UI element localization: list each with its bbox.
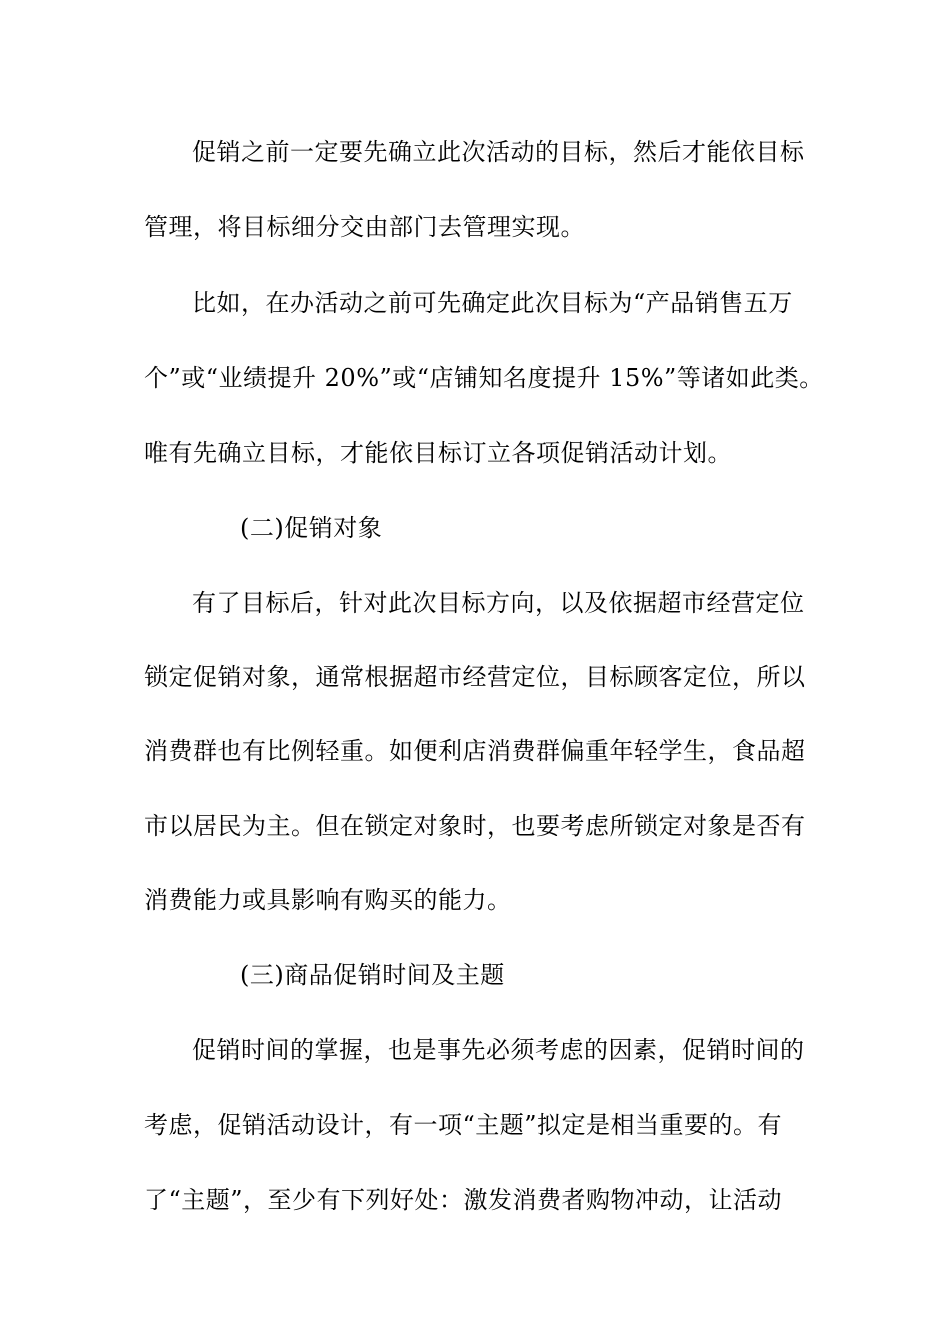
paragraph-line: 消费能力或具影响有购买的能力。 [144,886,512,914]
paragraph-line: 有了目标后，针对此次目标方向，以及依据超市经营定位 [192,589,805,617]
paragraph-line: 管理，将目标细分交由部门去管理实现。 [144,213,585,241]
paragraph-line: 考虑，促销活动设计，有一项“主题”拟定是相当重要的。有 [144,1111,783,1139]
paragraph-line: 了“主题”，至少有下列好处：激发消费者购物冲动，让活动 [144,1186,783,1214]
paragraph-line: 比如，在办活动之前可先确定此次目标为“产品销售五万 [192,289,793,317]
paragraph-line: 消费群也有比例轻重。如便利店消费群偏重年轻学生，食品超 [144,737,806,765]
paragraph-line: 唯有先确立目标，才能依目标订立各项促销活动计划。 [144,439,732,467]
section-heading: (三)商品促销时间及主题 [240,961,505,989]
paragraph-line: 促销时间的掌握，也是事先必须考虑的因素，促销时间的 [192,1036,805,1064]
paragraph-line: 个”或“业绩提升 20%”或“店铺知名度提升 15%”等诸如此类。 [144,364,824,392]
section-heading: (二)促销对象 [240,514,383,542]
paragraph-line: 促销之前一定要先确立此次活动的目标，然后才能依目标 [192,138,805,166]
paragraph-line: 锁定促销对象，通常根据超市经营定位，目标顾客定位，所以 [144,663,806,691]
paragraph-line: 市以居民为主。但在锁定对象时，也要考虑所锁定对象是否有 [144,812,806,840]
